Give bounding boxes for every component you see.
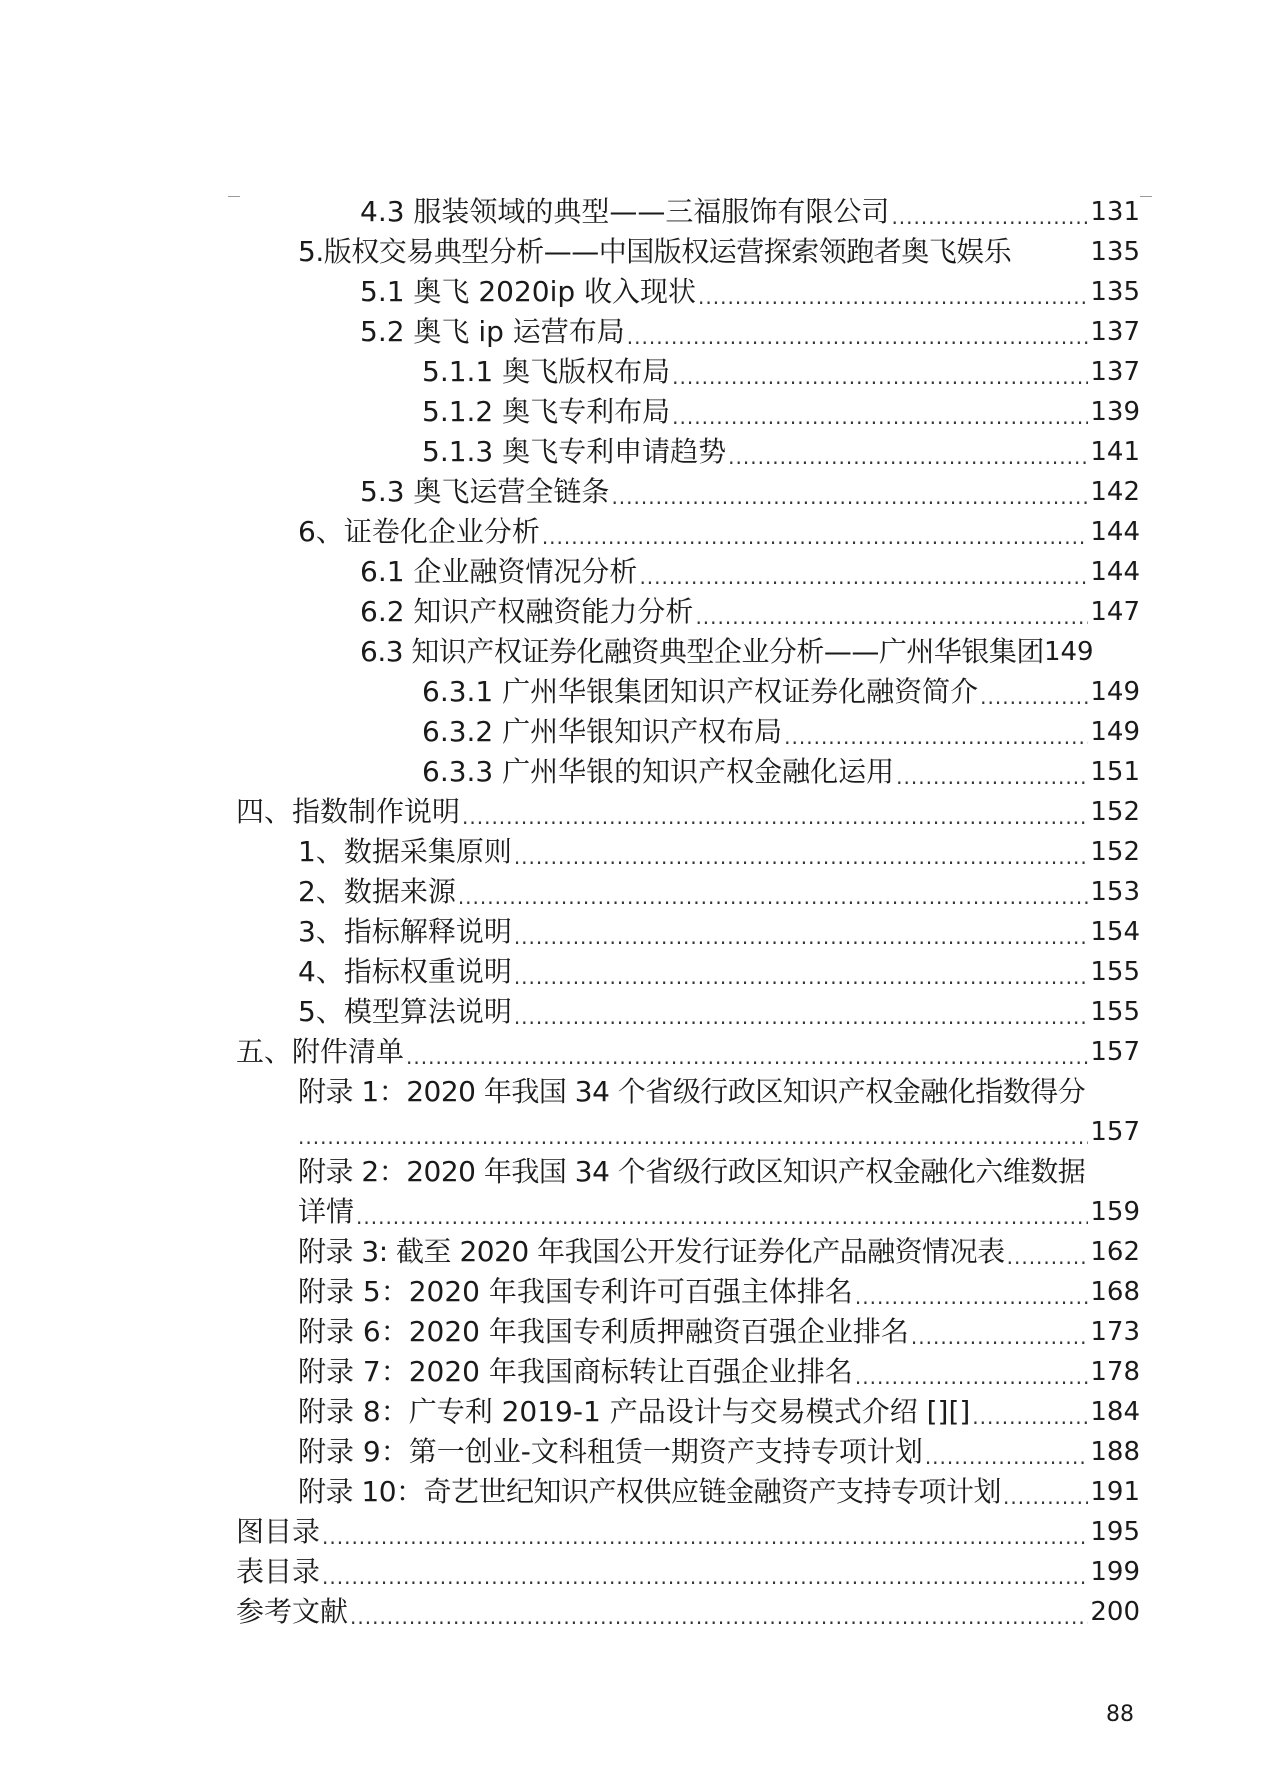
toc-entry-title: 5、模型算法说明	[298, 995, 512, 1028]
toc-entry-title: 6、证卷化企业分析	[298, 515, 540, 548]
toc-leader-dots	[925, 1442, 1089, 1472]
toc-entry[interactable]	[298, 232, 1140, 272]
page-number: 88	[1106, 1702, 1134, 1727]
toc-entry-page: 159	[1090, 1197, 1140, 1227]
toc-leader-dots	[672, 362, 1088, 392]
toc-entry-title: 附录 10：奇艺世纪知识产权供应链金融资产支持专项计划	[298, 1475, 1002, 1508]
toc-entry-title: 详情	[298, 1195, 355, 1228]
toc-entry[interactable]	[298, 1072, 1140, 1112]
toc-leader-dots	[672, 402, 1088, 432]
toc-entry-page: 155	[1090, 997, 1140, 1027]
toc-entry[interactable]	[360, 472, 1140, 512]
toc-entry-page: 199	[1090, 1557, 1140, 1587]
toc-leader-dots	[891, 202, 1088, 232]
toc-entry-page: 191	[1090, 1477, 1140, 1507]
toc-entry-title: 5.1 奥飞 2020ip 收入现状	[360, 275, 697, 308]
toc-entry-page: 142	[1090, 477, 1140, 507]
toc-leader-dots	[639, 562, 1088, 592]
toc-entry[interactable]	[360, 312, 1140, 352]
toc-entry-title: 表目录	[236, 1555, 321, 1588]
toc-entry[interactable]	[298, 1352, 1140, 1392]
toc-entry-page: 141	[1090, 437, 1140, 467]
toc-entry[interactable]	[236, 1512, 1140, 1552]
toc-entry-page: 151	[1090, 757, 1140, 787]
toc-leader-dots	[514, 922, 1089, 952]
toc-entry[interactable]	[236, 1592, 1140, 1632]
toc-entry-page: 137	[1090, 357, 1140, 387]
toc-entry[interactable]	[422, 432, 1140, 472]
toc-leader-dots	[514, 1002, 1089, 1032]
toc-entry-title: 2、数据来源	[298, 875, 456, 908]
toc-entry-page: 152	[1090, 797, 1140, 827]
toc-leader-dots	[695, 602, 1088, 632]
toc-leader-dots	[514, 962, 1089, 992]
toc-entry-title: 5.3 奥飞运营全链条	[360, 475, 610, 508]
toc-leader-dots	[350, 1602, 1088, 1632]
toc-leader-dots	[356, 1202, 1088, 1232]
toc-leader-dots	[542, 522, 1089, 552]
toc-leader-dots	[855, 1362, 1088, 1392]
toc-entry-title: 5.1.2 奥飞专利布局	[422, 395, 671, 428]
toc-leader-dots	[611, 482, 1088, 512]
toc-leader-dots	[911, 1322, 1088, 1352]
toc-entry-page: 135	[1090, 277, 1140, 307]
toc-entry[interactable]	[298, 992, 1140, 1032]
toc-entry-title: 5.版权交易典型分析——中国版权运营探索领跑者奥飞娱乐	[298, 235, 1012, 268]
toc-entry-page: 152	[1090, 837, 1140, 867]
toc-entry-page: 162	[1090, 1237, 1140, 1267]
toc-leader-dots	[322, 1522, 1088, 1552]
toc-entry-continuation[interactable]	[298, 1192, 1140, 1232]
toc-leader-dots	[698, 282, 1088, 312]
toc-leader-dots	[855, 1282, 1088, 1312]
toc-entry[interactable]	[422, 672, 1140, 712]
toc-entry-title: 附录 9：第一创业-文科租赁一期资产支持专项计划	[298, 1435, 923, 1468]
toc-entry-page: 188	[1090, 1437, 1140, 1467]
toc-entry-page: 149	[1043, 637, 1094, 667]
toc-entry[interactable]	[298, 512, 1140, 552]
toc-entry[interactable]	[422, 392, 1140, 432]
toc-entry-title: 附录 8：广专利 2019-1 产品设计与交易模式介绍 [][]	[298, 1395, 971, 1428]
toc-entry-title: 4.3 服装领域的典型——三福服饰有限公司	[360, 195, 890, 228]
toc-entry-page: 135	[1090, 237, 1140, 267]
toc-entry-page: 137	[1090, 317, 1140, 347]
toc-entry[interactable]	[422, 712, 1140, 752]
toc-entry[interactable]	[298, 952, 1140, 992]
toc-leader-dots	[298, 1122, 1088, 1152]
toc-leader-dots	[728, 442, 1088, 472]
margin-mark-left	[228, 196, 240, 197]
toc-entry[interactable]	[298, 1392, 1140, 1432]
toc-entry[interactable]	[360, 592, 1140, 632]
toc-entry[interactable]	[298, 1152, 1140, 1192]
toc-entry-page: 153	[1090, 877, 1140, 907]
toc-leader-dots	[462, 802, 1088, 832]
toc-entry-title: 附录 7：2020 年我国商标转让百强企业排名	[298, 1355, 853, 1388]
toc-entry-page: 154	[1090, 917, 1140, 947]
toc-entry[interactable]	[360, 632, 1152, 672]
toc-leader-dots	[896, 762, 1088, 792]
toc-entry-page: 200	[1090, 1597, 1140, 1627]
toc-entry-title: 5.1.3 奥飞专利申请趋势	[422, 435, 727, 468]
toc-entry-title: 附录 3: 截至 2020 年我国公开发行证券化产品融资情况表	[298, 1235, 1005, 1268]
toc-entry-continuation[interactable]	[298, 1112, 1140, 1152]
toc-entry[interactable]	[422, 352, 1140, 392]
toc-entry-title: 附录 6：2020 年我国专利质押融资百强企业排名	[298, 1315, 909, 1348]
toc-leader-dots	[1007, 1242, 1089, 1272]
toc-entry-title: 4、指标权重说明	[298, 955, 512, 988]
toc-entry-page: 139	[1090, 397, 1140, 427]
toc-entry-title: 四、指数制作说明	[236, 795, 461, 828]
toc-entry-title: 5.2 奥飞 ip 运营布局	[360, 315, 625, 348]
toc-entry-title: 附录 1：2020 年我国 34 个省级行政区知识产权金融化指数得分	[298, 1075, 1086, 1108]
toc-entry[interactable]	[422, 752, 1140, 792]
toc-entry-page: 157	[1090, 1037, 1140, 1067]
toc-leader-dots	[784, 722, 1088, 752]
toc-entry-page: 168	[1090, 1277, 1140, 1307]
toc-leader-dots	[972, 1402, 1088, 1432]
toc-leader-dots	[514, 842, 1089, 872]
toc-leader-dots	[980, 682, 1088, 712]
toc-entry-title: 6.3.2 广州华银知识产权布局	[422, 715, 783, 748]
toc-entry-page: 131	[1090, 197, 1140, 227]
toc-entry-title: 附录 5：2020 年我国专利许可百强主体排名	[298, 1275, 853, 1308]
toc-entry[interactable]	[236, 1032, 1140, 1072]
toc-entry-page: 149	[1090, 677, 1140, 707]
toc-entry-page: 184	[1090, 1397, 1140, 1427]
margin-mark-right	[1140, 196, 1152, 197]
toc-entry[interactable]	[360, 552, 1140, 592]
toc-entry[interactable]	[298, 1232, 1140, 1272]
toc-entry[interactable]	[298, 1432, 1140, 1472]
toc-entry-title: 附录 2：2020 年我国 34 个省级行政区知识产权金融化六维数据	[298, 1155, 1086, 1188]
toc-entry-title: 6.3 知识产权证券化融资典型企业分析——广州华银集团	[360, 635, 1044, 668]
toc-entry-page: 149	[1090, 717, 1140, 747]
toc-leader-dots	[322, 1562, 1088, 1592]
toc-entry-title: 6.3.1 广州华银集团知识产权证券化融资简介	[422, 675, 979, 708]
toc-entry-title: 3、指标解释说明	[298, 915, 512, 948]
toc-entry[interactable]	[298, 872, 1140, 912]
toc-leader-dots	[627, 322, 1089, 352]
toc-leader-dots	[406, 1042, 1088, 1072]
toc-entry-page: 144	[1090, 557, 1140, 587]
toc-entry-page: 173	[1090, 1317, 1140, 1347]
toc-entry-page: 178	[1090, 1357, 1140, 1387]
toc-entry-title: 五、附件清单	[236, 1035, 405, 1068]
toc-entry[interactable]	[298, 1312, 1140, 1352]
toc-entry[interactable]	[360, 192, 1140, 232]
toc-entry-title: 6.2 知识产权融资能力分析	[360, 595, 694, 628]
toc-entry-page: 147	[1090, 597, 1140, 627]
toc-entry-page: 157	[1090, 1117, 1140, 1147]
toc-entry-page: 195	[1090, 1517, 1140, 1547]
toc-entry-title: 图目录	[236, 1515, 321, 1548]
toc-entry[interactable]	[298, 1472, 1140, 1512]
toc-entry-title: 6.1 企业融资情况分析	[360, 555, 638, 588]
toc-entry[interactable]	[360, 272, 1140, 312]
toc-entry-page: 144	[1090, 517, 1140, 547]
toc-entry-title: 5.1.1 奥飞版权布局	[422, 355, 671, 388]
toc-entry[interactable]	[236, 792, 1140, 832]
toc-leader-dots	[1003, 1482, 1088, 1512]
toc-entry-title: 1、数据采集原则	[298, 835, 512, 868]
toc-leader-dots	[458, 882, 1089, 912]
toc-entry-title: 参考文献	[236, 1595, 349, 1628]
toc-entry-title: 6.3.3 广州华银的知识产权金融化运用	[422, 755, 895, 788]
toc-entry[interactable]	[298, 1272, 1140, 1312]
toc-entry[interactable]	[298, 832, 1140, 872]
toc-entry-page: 155	[1090, 957, 1140, 987]
toc-entry[interactable]	[236, 1552, 1140, 1592]
toc-entry[interactable]	[298, 912, 1140, 952]
